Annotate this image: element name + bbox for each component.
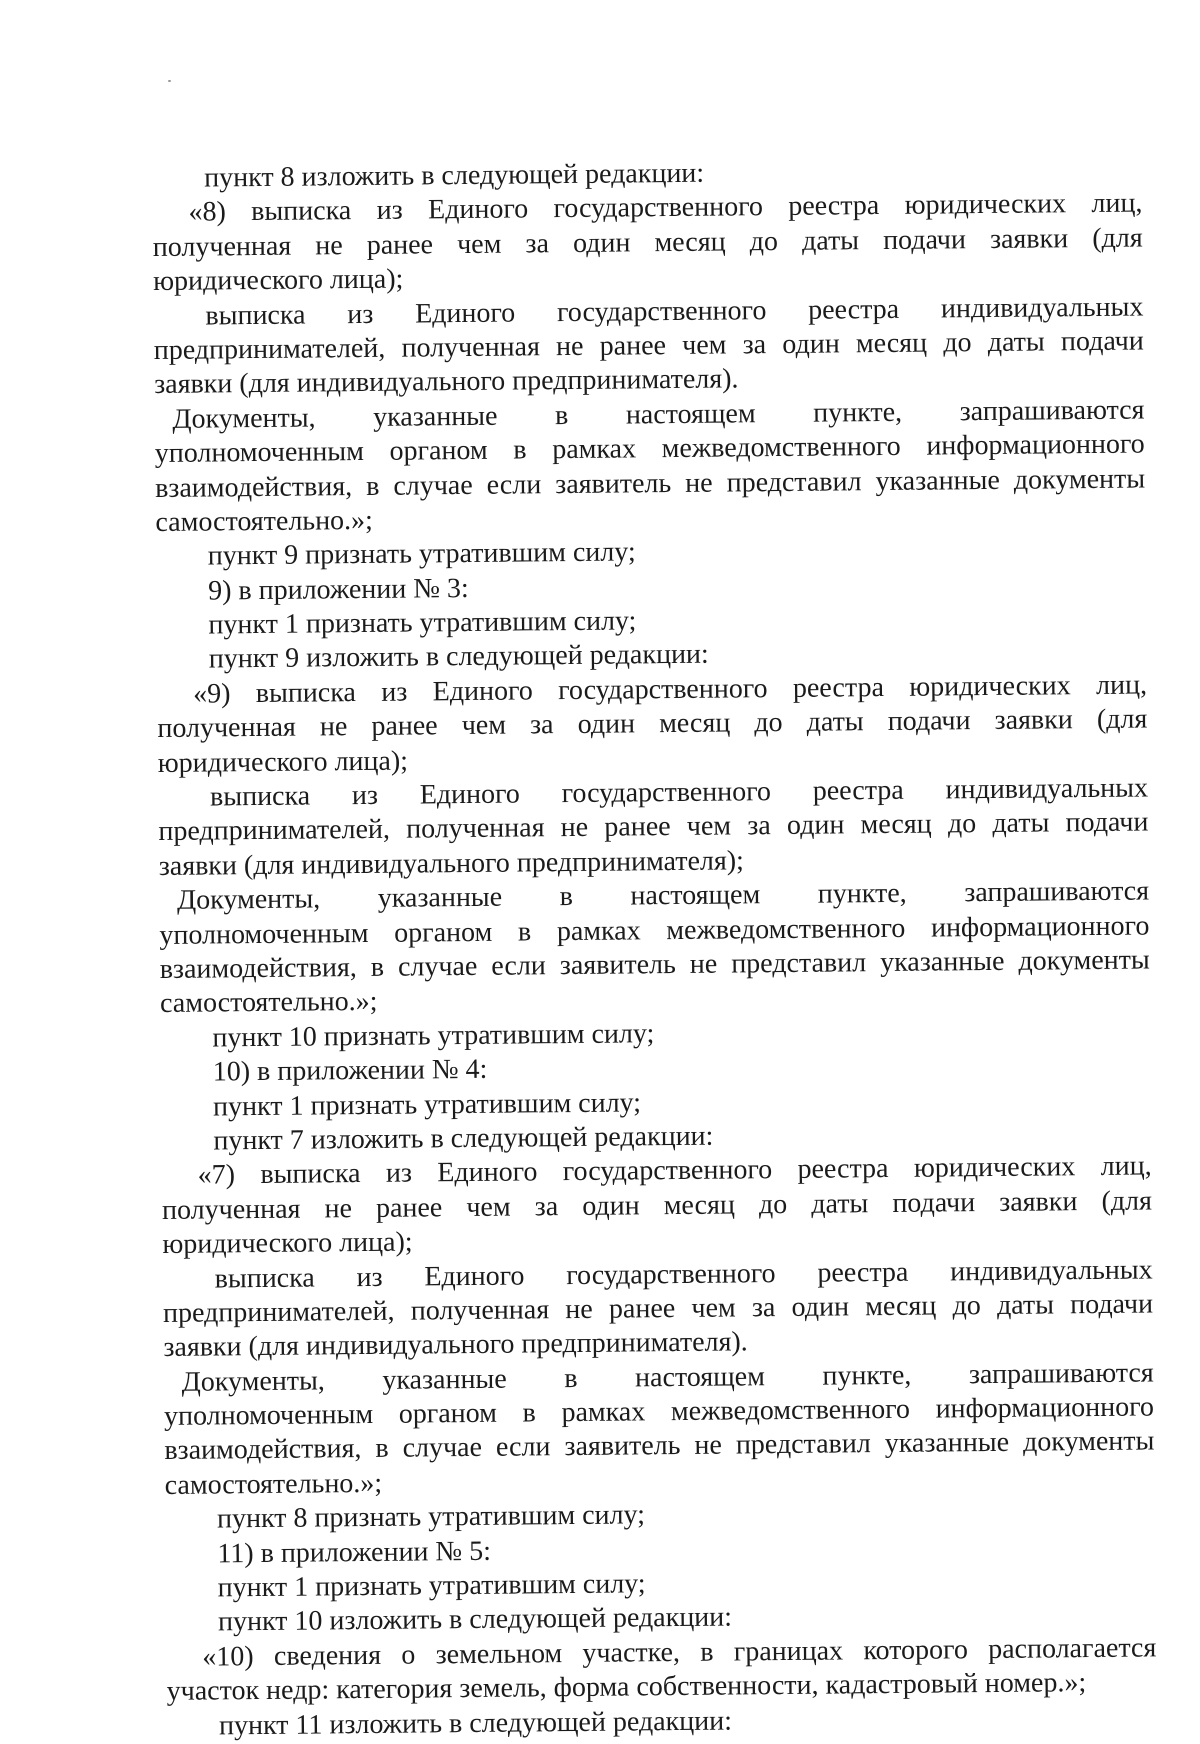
word: заявитель <box>559 948 676 982</box>
word: указанные <box>879 945 1005 979</box>
word: реестра <box>807 293 900 326</box>
word: не <box>324 1192 353 1225</box>
word: до <box>952 1289 981 1322</box>
word: рамках <box>552 433 637 466</box>
word: «9) <box>192 678 231 710</box>
word: за <box>751 1291 776 1324</box>
word: информационного <box>930 910 1150 944</box>
word: настоящем <box>625 397 756 431</box>
text-line: пункт 7 изложить в следующей редакции: <box>213 1120 714 1157</box>
word: в <box>700 1636 714 1668</box>
word: органом <box>394 916 493 949</box>
word: Единого <box>424 1259 525 1292</box>
word: чем <box>691 1292 736 1324</box>
text-line: юридического лица); <box>162 1226 413 1261</box>
word: государственного <box>566 1257 776 1291</box>
word: уполномоченным <box>159 917 369 951</box>
word: подачи <box>1060 325 1144 358</box>
word: о <box>401 1639 416 1671</box>
text-line: пункт 8 признать утратившим силу; <box>216 1499 646 1535</box>
word: в <box>564 1362 578 1394</box>
word: подачи <box>887 705 971 738</box>
word: юридических <box>913 1151 1076 1185</box>
word: не <box>319 711 348 743</box>
word: реестра <box>797 1153 889 1186</box>
word: за <box>529 709 554 741</box>
word: указанные <box>875 464 1000 497</box>
word: Документы, <box>172 402 316 435</box>
word: рамках <box>561 1396 646 1429</box>
text-line: юридического лица); <box>157 745 409 779</box>
word: не <box>694 1430 723 1462</box>
word: чем <box>456 228 502 260</box>
word: Единого <box>432 675 533 708</box>
word: за <box>742 329 767 361</box>
word: Документы, <box>181 1365 325 1398</box>
word: выписка <box>209 780 311 813</box>
word: заявки <box>999 1185 1078 1218</box>
word: реестра <box>788 190 880 223</box>
word: запрашиваются <box>968 1357 1154 1390</box>
word: выписка <box>214 1261 315 1294</box>
word: «7) <box>197 1159 236 1191</box>
word: за <box>525 227 550 260</box>
word: государственного <box>556 294 767 328</box>
word: даты <box>992 807 1050 840</box>
word: органом <box>389 434 488 467</box>
word: пункте, <box>813 396 903 429</box>
document-body <box>152 152 1157 1743</box>
text-line: участок недр: категория земель, форма собственности, кадастровый номер.»; <box>166 1667 1087 1708</box>
word: из <box>385 1157 413 1190</box>
word: межведомственного <box>661 430 901 465</box>
word: даты <box>801 224 860 257</box>
word: предпринимателей, <box>158 814 391 848</box>
word: «10) <box>202 1640 254 1673</box>
word: заявки <box>989 222 1069 255</box>
word: в <box>522 1397 536 1429</box>
word: выписка <box>205 299 306 332</box>
word: в <box>517 915 532 948</box>
text-line: пункт 1 признать утратившим силу; <box>208 605 637 641</box>
word: месяц <box>654 226 726 258</box>
text-line: заявки (для индивидуального предпринимателя). <box>153 363 739 401</box>
word: ранее <box>371 710 438 743</box>
word: месяц <box>663 1189 736 1221</box>
word: реестра <box>792 671 885 704</box>
word: индивидуальных <box>940 291 1144 324</box>
word: один <box>791 1291 850 1323</box>
word: полученная <box>161 1193 301 1226</box>
word: один <box>572 227 631 259</box>
word: случае <box>397 950 478 983</box>
word: рамках <box>556 914 641 947</box>
scan-speck <box>168 80 171 82</box>
word: в <box>365 470 380 502</box>
word: земельном <box>435 1637 563 1671</box>
text-line: 10) в приложении № 4: <box>212 1053 488 1088</box>
word: юридических <box>909 670 1071 703</box>
word: до <box>947 808 977 840</box>
word: случае <box>393 469 473 502</box>
word: выписка <box>251 195 352 228</box>
word: ранее <box>604 811 671 844</box>
word: до <box>758 1188 788 1220</box>
word: располагается <box>988 1632 1157 1665</box>
text-line: самостоятельно.»; <box>159 986 378 1020</box>
text-line: пункт 1 признать утратившим силу; <box>217 1568 646 1604</box>
word: государственного <box>553 191 764 225</box>
word: один <box>577 708 636 741</box>
word: уполномоченным <box>154 436 364 470</box>
word: месяц <box>658 707 731 740</box>
word: представил <box>735 1428 871 1461</box>
word: полученная <box>157 711 296 745</box>
word: в <box>554 399 569 431</box>
word: межведомственного <box>666 912 906 946</box>
word: если <box>491 950 546 982</box>
word: заявки <box>994 704 1073 737</box>
word: выписка <box>260 1158 361 1191</box>
word: взаимодействия, <box>154 470 353 504</box>
word: выписка <box>255 676 357 709</box>
word: сведения <box>273 1639 382 1672</box>
text-line: пункт 9 изложить в следующей редакции: <box>208 639 709 675</box>
word: месяц <box>855 327 928 360</box>
word: даты <box>806 706 864 738</box>
text-line: пункт 11 изложить в следующей редакции: <box>218 1705 733 1742</box>
word: представил <box>731 947 867 980</box>
word: до <box>754 707 783 739</box>
word: даты <box>987 326 1045 358</box>
word: не <box>689 948 718 980</box>
word: до <box>943 327 972 359</box>
word: не <box>555 330 584 363</box>
word: из <box>356 1261 383 1293</box>
word: в <box>370 951 385 983</box>
word: Единого <box>414 297 516 330</box>
text-line: пункт 10 признать утратившим силу; <box>212 1017 655 1054</box>
word: документы <box>1018 944 1150 977</box>
word: лиц, <box>1100 1150 1152 1183</box>
word: информационного <box>926 428 1145 462</box>
word: из <box>381 676 408 708</box>
word: уполномоченным <box>163 1398 374 1433</box>
word: полученная <box>152 230 292 263</box>
word: не <box>315 229 343 262</box>
word: (для <box>1101 1185 1153 1217</box>
word: из <box>351 779 379 812</box>
text-line: заявки (для индивидуального предпринимателя). <box>163 1326 748 1364</box>
word: ранее <box>599 330 667 362</box>
text-line: 11) в приложении № 5: <box>217 1535 492 1570</box>
word: даты <box>811 1187 869 1220</box>
word: индивидуальных <box>945 772 1149 806</box>
word: не <box>560 812 589 844</box>
word: до <box>749 225 779 258</box>
word: Единого <box>419 778 520 811</box>
word: чем <box>686 810 732 843</box>
word: пункте, <box>817 877 907 910</box>
word: один <box>786 809 845 842</box>
word: государственного <box>558 672 768 706</box>
word: государственного <box>561 776 772 810</box>
word: которого <box>863 1634 969 1667</box>
word: (для <box>1092 222 1143 254</box>
word: указанные <box>377 881 503 915</box>
text-line: пункт 10 изложить в следующей редакции: <box>217 1601 733 1638</box>
word: указанные <box>382 1363 507 1396</box>
word: пункте, <box>822 1359 912 1392</box>
text-line: пункт 9 признать утратившим силу; <box>207 536 636 572</box>
text-line: самостоятельно.»; <box>155 504 374 538</box>
word: предпринимателей, <box>162 1295 395 1329</box>
word: за <box>747 810 771 842</box>
word: указанные <box>373 400 498 433</box>
word: реестра <box>817 1256 909 1289</box>
word: взаимодействия, <box>159 952 357 985</box>
word: полученная <box>401 331 541 364</box>
word: полученная <box>410 1294 550 1327</box>
word: подачи <box>882 223 967 256</box>
text-line: пункт 1 признать утратившим силу; <box>212 1086 642 1123</box>
text-line: пункт 8 изложить в следующей редакции: <box>204 157 705 194</box>
text-line: заявки (для индивидуального предпринимателя); <box>158 845 745 882</box>
word: ранее <box>366 229 434 261</box>
word: даты <box>996 1289 1055 1321</box>
word: информационного <box>935 1391 1155 1425</box>
word: заявитель <box>555 467 672 500</box>
word: представил <box>726 465 862 499</box>
word: один <box>582 1190 640 1222</box>
word: ранее <box>608 1292 676 1325</box>
word: один <box>782 328 840 360</box>
word: ранее <box>375 1191 443 1224</box>
word: в <box>559 881 574 913</box>
word: предпринимателей, <box>153 332 386 366</box>
word: (для <box>1096 703 1148 736</box>
word: индивидуальных <box>950 1253 1153 1287</box>
word: за <box>534 1190 559 1223</box>
word: взаимодействия, <box>164 1433 362 1467</box>
word: случае <box>402 1432 483 1465</box>
word: чем <box>466 1191 511 1223</box>
word: месяц <box>860 808 932 841</box>
word: полученная <box>405 812 545 846</box>
word: юридических <box>904 188 1067 222</box>
word: если <box>486 468 542 501</box>
word: в <box>375 1433 389 1465</box>
word: из <box>347 298 374 330</box>
word: органом <box>398 1397 498 1430</box>
word: месяц <box>865 1290 937 1323</box>
text-line: юридического лица); <box>152 263 404 298</box>
word: указанные <box>884 1427 1010 1460</box>
word: запрашиваются <box>959 394 1145 427</box>
word: если <box>495 1431 551 1464</box>
word: чем <box>461 709 507 742</box>
word: участке, <box>582 1636 681 1669</box>
word: «8) <box>188 196 226 229</box>
word: государственного <box>562 1154 773 1188</box>
word: документы <box>1013 462 1146 496</box>
word: в <box>513 434 527 466</box>
word: подачи <box>1070 1288 1154 1321</box>
text-line: 9) в приложении № 3: <box>207 572 469 607</box>
word: из <box>376 194 403 227</box>
word: границах <box>733 1635 844 1668</box>
word: Документы, <box>176 883 321 916</box>
word: настоящем <box>634 1360 766 1394</box>
word: настоящем <box>630 879 761 912</box>
word: подачи <box>1065 806 1149 839</box>
word: реестра <box>812 774 904 807</box>
word: заявитель <box>564 1430 681 1463</box>
word: лиц, <box>1095 669 1148 701</box>
word: лиц, <box>1091 187 1143 220</box>
text-line: самостоятельно.»; <box>164 1467 383 1501</box>
word: документы <box>1022 1425 1155 1459</box>
word: не <box>685 467 713 499</box>
word: Единого <box>437 1156 538 1189</box>
word: чем <box>682 329 727 361</box>
word: запрашиваются <box>964 875 1150 909</box>
word: не <box>565 1293 593 1325</box>
word: подачи <box>892 1186 976 1219</box>
word: Единого <box>427 193 529 226</box>
word: межведомственного <box>670 1393 911 1428</box>
